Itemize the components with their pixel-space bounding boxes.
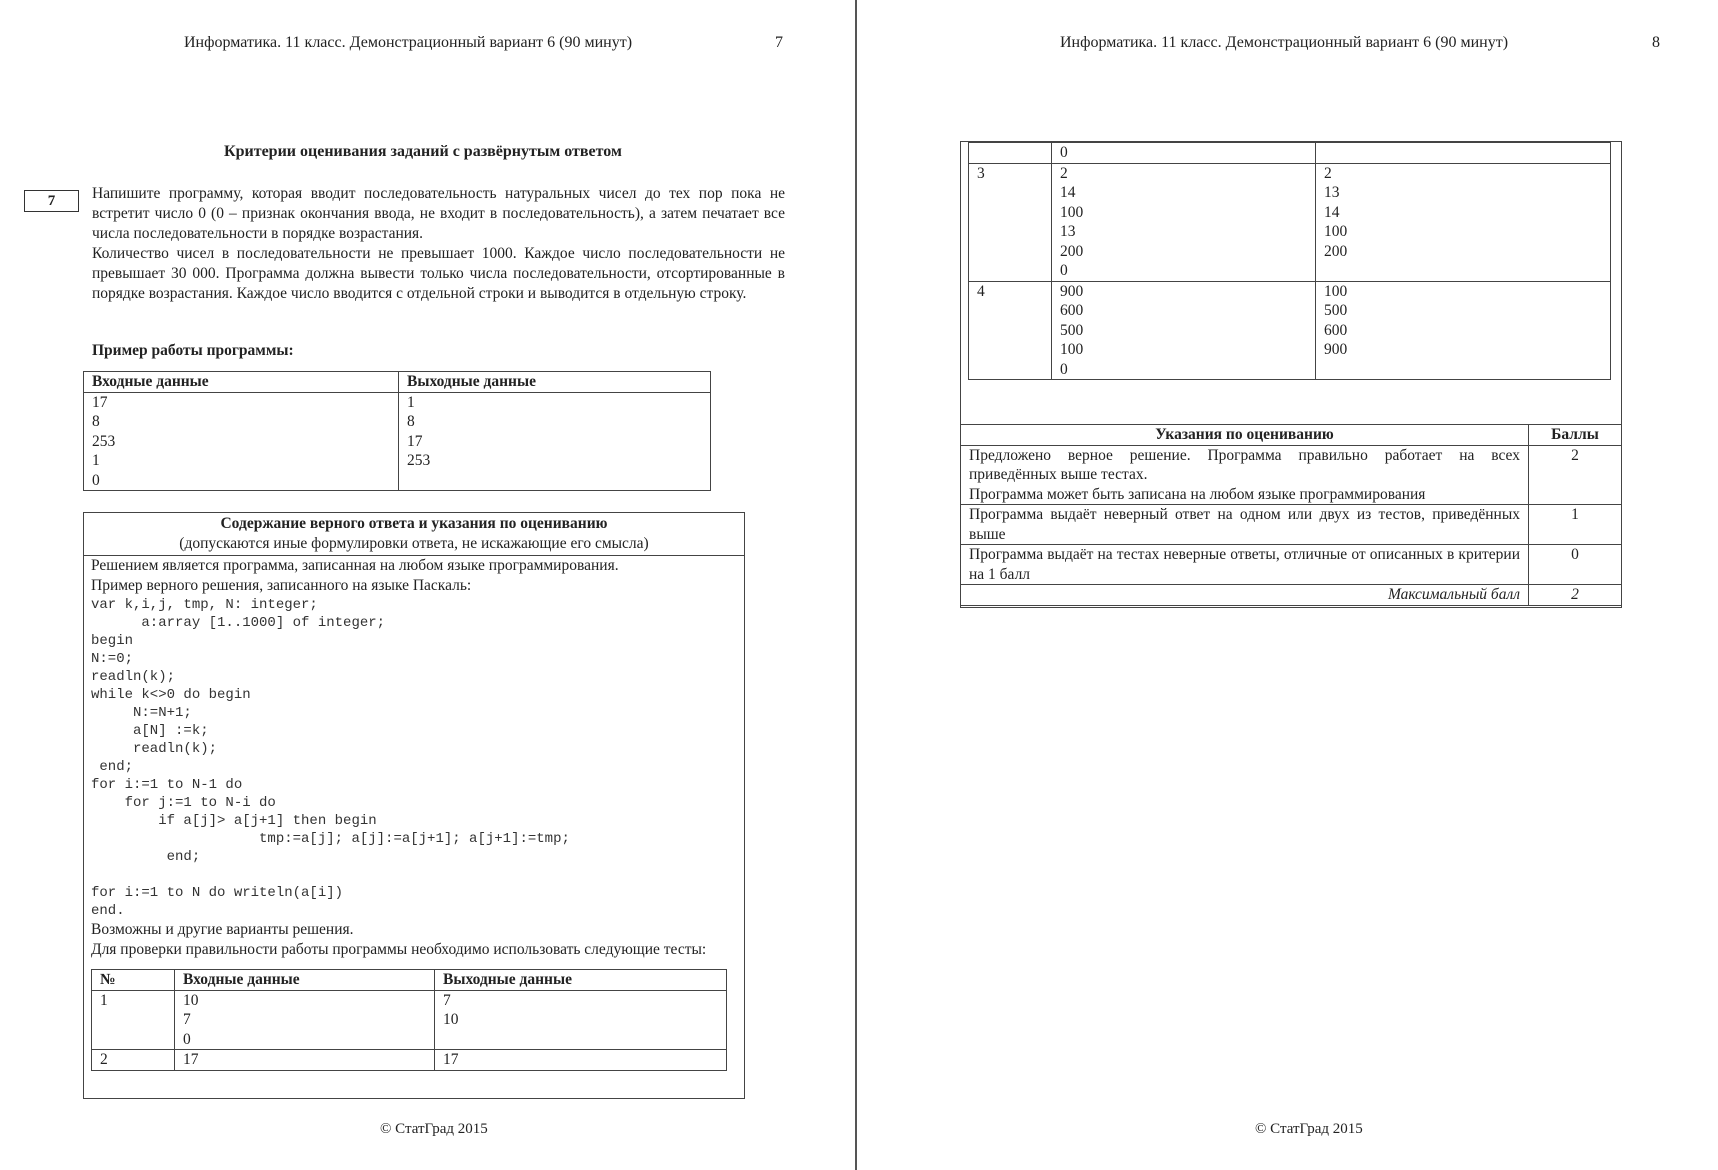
- page-header: Информатика. 11 класс. Демонстрационный вариант 6 (90 минут): [1060, 34, 1509, 51]
- page-number: 8: [1652, 34, 1660, 51]
- test-input-value: 0: [1052, 143, 1316, 164]
- test-number: [969, 143, 1052, 164]
- example-input-value: 17: [92, 393, 108, 411]
- test-output-value: 900: [1324, 341, 1348, 358]
- grading-score: 2: [1529, 445, 1622, 505]
- grading-criterion: Программа выдаёт неверный ответ на одном или двух из тестов, приведённых выше: [961, 505, 1529, 545]
- test-input-value: 17: [175, 1050, 435, 1071]
- test-input-value: 600: [1060, 302, 1084, 319]
- page-number: 7: [775, 34, 783, 51]
- left-page: [0, 0, 855, 1170]
- page-footer: © СтатГрад 2015: [1255, 1121, 1363, 1137]
- example-input-value: 8: [92, 413, 100, 430]
- test-output-value: 13: [1324, 184, 1340, 201]
- example-table: [83, 371, 711, 491]
- tests-header-output: Выходные данные: [435, 970, 727, 991]
- right-page: [857, 0, 1718, 1170]
- answer-box-subtitle: (допускаются иные формулировки ответа, не искажающие его смысла): [84, 534, 744, 556]
- max-score-label: Максимальный балл: [961, 585, 1529, 606]
- test-input-value: 0: [183, 1030, 191, 1048]
- example-output-value: 17: [407, 432, 423, 450]
- test-input-value: 0: [1060, 360, 1068, 378]
- test-output-value: 10: [443, 1011, 459, 1028]
- task-paragraph: Количество чисел в последовательности не превышает 1000. Каждое число последовательности не превышает 30 000. Программа должна вывести только числа последовательности, отсортированные в порядке возрастания. Каждое число вводится с отдельной строки и выводится в отдельную строку.: [92, 245, 785, 302]
- test-input-value: 100: [1060, 203, 1084, 221]
- test-number: 1: [92, 990, 175, 1050]
- page-footer: © СтатГрад 2015: [380, 1121, 488, 1137]
- test-number: 2: [92, 1050, 175, 1071]
- grading-criterion: Программа выдаёт на тестах неверные ответы, отличные от описанных в критерии на 1 балл: [961, 545, 1529, 585]
- test-input-value: 14: [1060, 184, 1076, 201]
- test-output-value: 14: [1324, 203, 1340, 221]
- answer-intro: Решением является программа, записанная на любом языке программирования.: [91, 557, 619, 574]
- test-input-value: 200: [1060, 242, 1084, 260]
- test-input-value: 100: [1060, 341, 1084, 358]
- example-output-cell: [399, 392, 711, 491]
- test-output-value: 100: [1324, 223, 1348, 240]
- answer-box-title: Содержание верного ответа и указания по оцениванию: [220, 515, 608, 532]
- test-output-value: 17: [435, 1050, 727, 1071]
- tests-header-input: Входные данные: [175, 970, 435, 991]
- test-output-value: 100: [1324, 282, 1348, 300]
- task-paragraph: Напишите программу, которая вводит последовательность натуральных чисел до тех пор пока не встретит число 0 (0 – признак окончания ввода, не входит в последовательность), а затем печатает все числа последовательности в порядке возрастания.: [92, 185, 785, 242]
- grading-table: [960, 424, 1622, 606]
- test-output-cell: [435, 990, 727, 1050]
- test-output-value: 2: [1324, 164, 1332, 182]
- tests-header-number: №: [92, 970, 175, 991]
- test-input-cell: [175, 990, 435, 1050]
- test-output-value: 500: [1324, 302, 1348, 319]
- tests-table-continued: [968, 142, 1611, 380]
- example-input-value: 1: [92, 452, 100, 469]
- answer-intro: Пример верного решения, записанного на языке Паскаль:: [91, 577, 472, 594]
- test-input-value: 900: [1060, 282, 1084, 300]
- test-number: 3: [969, 163, 1052, 281]
- test-number: 4: [969, 281, 1052, 380]
- criterion-text: Предложено верное решение. Программа правильно работает на всех приведённых выше тестах.: [969, 446, 1520, 483]
- max-score-value: 2: [1529, 585, 1622, 606]
- other-solutions: Возможны и другие варианты решения.: [91, 921, 354, 938]
- page-header: Информатика. 11 класс. Демонстрационный вариант 6 (90 минут): [184, 34, 633, 51]
- tests-table: [91, 969, 727, 1071]
- test-output-value: 200: [1324, 242, 1348, 260]
- tests-intro: Для проверки правильности работы программы необходимо использовать следующие тесты:: [91, 941, 707, 958]
- test-input-cell: [1052, 163, 1316, 281]
- task-text: [92, 184, 785, 304]
- pascal-code: var k,i,j, tmp, N: integer; a:array [1..1000] of integer; begin N:=0; readln(k); while k<>0 do begin N:=N+1; a[N] :=k; readln(k); end; for i:=1 to N-1 do for j:=1 to N-i do if a[j]> a[j+1] then begin tmp:=a[j]; a[j]:=a[j+1]; a[j+1]:=tmp; end; for i:=1 to N do writeln(a[i]) end.: [91, 597, 570, 919]
- test-input-value: 7: [183, 1011, 191, 1028]
- test-input-value: 500: [1060, 321, 1084, 339]
- test-output-value: 600: [1324, 321, 1348, 339]
- example-input-value: 0: [92, 471, 100, 489]
- task-number-box: 7: [24, 190, 79, 212]
- criterion-text: Программа может быть записана на любом языке программирования: [969, 485, 1426, 503]
- example-header-output: Выходные данные: [399, 372, 711, 393]
- grading-header-score: Баллы: [1529, 425, 1622, 446]
- example-output-value: 8: [407, 413, 415, 430]
- example-input-value: 253: [92, 432, 116, 450]
- test-input-value: 0: [1060, 262, 1068, 279]
- section-title: Критерии оценивания заданий с развёрнутым ответом: [224, 143, 622, 160]
- test-output-cell: [1316, 143, 1611, 164]
- example-output-value: 253: [407, 452, 431, 469]
- example-title: Пример работы программы:: [92, 342, 294, 359]
- test-output-cell: [1316, 281, 1611, 380]
- grading-score: 1: [1529, 505, 1622, 545]
- test-input-value: 10: [183, 991, 199, 1009]
- test-output-cell: [1316, 163, 1611, 281]
- test-output-value: 7: [443, 991, 451, 1009]
- grading-criterion: [961, 445, 1529, 505]
- example-output-value: 1: [407, 393, 415, 411]
- test-input-cell: [1052, 281, 1316, 380]
- grading-header-instructions: Указания по оцениванию: [961, 425, 1529, 446]
- example-input-cell: [84, 392, 399, 491]
- test-input-value: 13: [1060, 223, 1076, 240]
- example-header-input: Входные данные: [84, 372, 399, 393]
- answer-box-continued: [960, 141, 1622, 608]
- grading-score: 0: [1529, 545, 1622, 585]
- answer-box: [83, 512, 745, 1099]
- test-input-value: 2: [1060, 164, 1068, 182]
